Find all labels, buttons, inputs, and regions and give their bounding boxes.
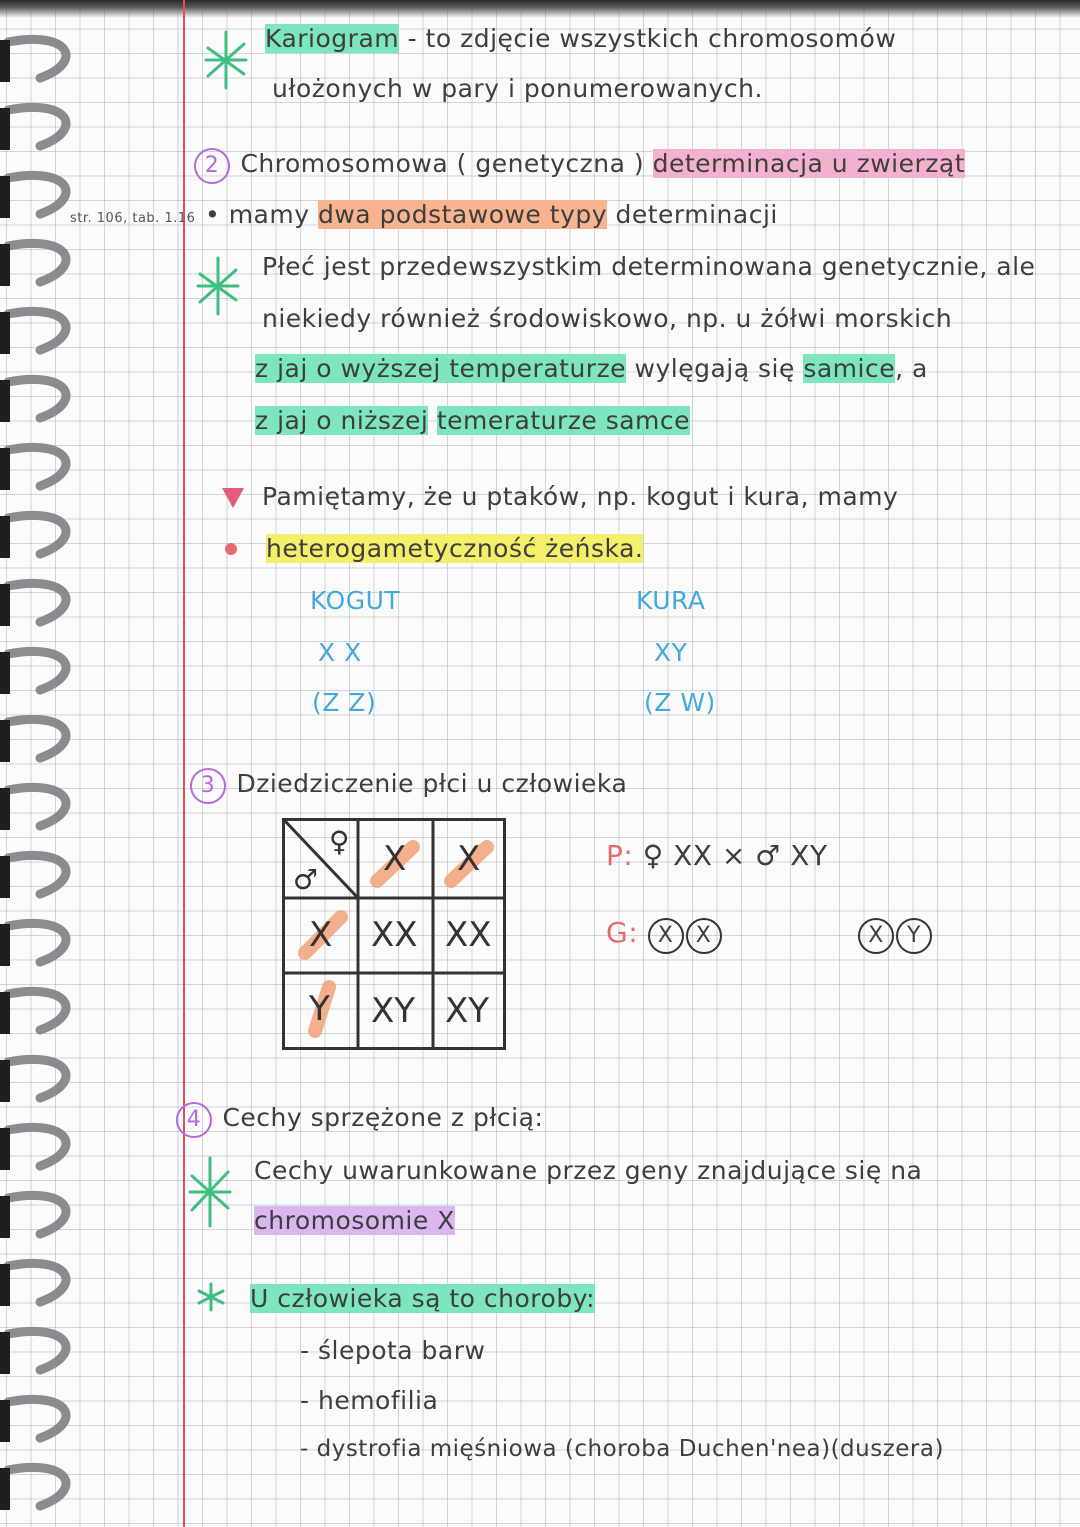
section3-heading <box>190 768 627 804</box>
parents-label: P: <box>606 839 634 872</box>
section-number-2: 2 <box>194 148 230 184</box>
section-number-4: 4 <box>176 1102 212 1138</box>
offspring-cell: XX <box>445 915 492 955</box>
section2-heading: 2 Chromosomowa ( genetyczna ) determinacja u zwierząt <box>194 148 965 184</box>
kura-zw: (Z W) <box>644 688 716 717</box>
gamete-circle: X <box>686 918 722 954</box>
green-star-icon <box>204 30 248 90</box>
kogut-chromosomes: X X <box>318 638 362 667</box>
offspring-cell: XY <box>371 991 416 1031</box>
section2-bullet: • mamy dwa podstawowe typy determinacji <box>205 200 778 229</box>
margin-line <box>183 0 185 1527</box>
para3-highlight-samice: samice <box>803 354 896 383</box>
kogut-label: KOGUT <box>310 586 401 615</box>
section4-def-line1: Cechy uwarunkowane przez geny znajdujące się na <box>254 1156 923 1185</box>
karyogram-definition: - to zdjęcie wszystkich chromosomów <box>399 24 897 53</box>
parents-line <box>606 839 828 872</box>
page-top-edge <box>0 0 1080 18</box>
gamete-col-2: X <box>457 839 481 879</box>
female-symbol: ♀ <box>329 825 350 858</box>
male-symbol: ♂ <box>293 863 319 896</box>
gamete-col-1: X <box>383 839 407 879</box>
spiral-binding <box>0 0 95 1527</box>
gamete-circle: X <box>858 918 894 954</box>
margin-note: str. 106, tab. 1.16 <box>70 211 196 226</box>
section2-para3 <box>255 356 928 381</box>
para3-end: , a <box>895 354 928 383</box>
disease-item: - hemofilia <box>300 1386 439 1415</box>
birds-note-line1: Pamiętamy, że u ptaków, np. kogut i kura, mamy <box>262 482 899 511</box>
birds-note-line2 <box>266 536 643 561</box>
offspring-cell: XX <box>371 915 418 955</box>
bullet-text-a: mamy <box>228 200 310 229</box>
gametes-label: G: <box>606 916 639 949</box>
para4-highlight-b: temeraturze samce <box>436 406 691 435</box>
red-dot-icon <box>222 540 240 558</box>
section2-title-b: genetyczna <box>475 149 626 178</box>
bullet-text-b: determinacji <box>615 200 778 229</box>
gamete-row-1: X <box>309 915 333 955</box>
punnett-square <box>282 818 506 1050</box>
kura-label: KURA <box>636 586 706 615</box>
kura-chromosomes: XY <box>654 638 688 667</box>
diseases-title <box>250 1286 595 1311</box>
section2-para1: Płeć jest przedewszystkim determinowana genetycznie, ale <box>262 252 1036 281</box>
male-gametes <box>858 918 934 954</box>
heterogametic-highlight: heterogametyczność żeńska. <box>266 534 644 563</box>
section2-title-a: Chromosomowa <box>240 149 449 178</box>
green-asterisk-icon <box>196 1282 226 1312</box>
section4-heading <box>176 1102 543 1138</box>
section3-title: Dziedziczenie płci u człowieka <box>236 769 628 798</box>
karyogram-line1 <box>265 26 896 51</box>
section4-title: Cechy sprzężone z płcią: <box>222 1103 544 1132</box>
karyogram-term: Kariogram <box>265 24 400 53</box>
section2-title-c: determinacja u zwierząt <box>652 149 965 178</box>
chromosome-x-highlight: chromosomie X <box>254 1206 455 1235</box>
green-star-icon <box>188 1156 232 1228</box>
gamete-row-2: Y <box>309 989 330 1029</box>
parents-cross: ♀ XX × ♂ XY <box>642 839 828 872</box>
para4-highlight-a: z jaj o niższej <box>255 406 429 435</box>
para3-highlight-a: z jaj o wyższej temperaturze <box>255 354 627 383</box>
bullet-highlight: dwa podstawowe typy <box>317 200 608 229</box>
green-star-icon <box>196 256 240 316</box>
section-number-3: 3 <box>190 768 226 804</box>
diseases-title-highlight: U człowieka są to choroby: <box>250 1284 596 1313</box>
para3-text: wylęgają się <box>634 354 795 383</box>
gametes-line <box>606 918 724 954</box>
section2-para4 <box>255 408 690 433</box>
karyogram-line2: ułożonych w pary i ponumerowanych. <box>272 74 763 103</box>
gamete-circle: X <box>648 918 684 954</box>
kogut-zw: (Z Z) <box>312 688 377 717</box>
gamete-circle: Y <box>896 918 932 954</box>
section4-def-line2 <box>254 1208 455 1233</box>
offspring-cell: XY <box>445 991 490 1031</box>
disease-item: - dystrofia mięśniowa (choroba Duchen'nea)(duszera) <box>300 1436 944 1462</box>
disease-item: - ślepota barw <box>300 1336 486 1365</box>
section2-para2: niekiedy również środowiskowo, np. u żółwi morskich <box>262 304 953 333</box>
red-triangle-icon <box>220 484 246 510</box>
